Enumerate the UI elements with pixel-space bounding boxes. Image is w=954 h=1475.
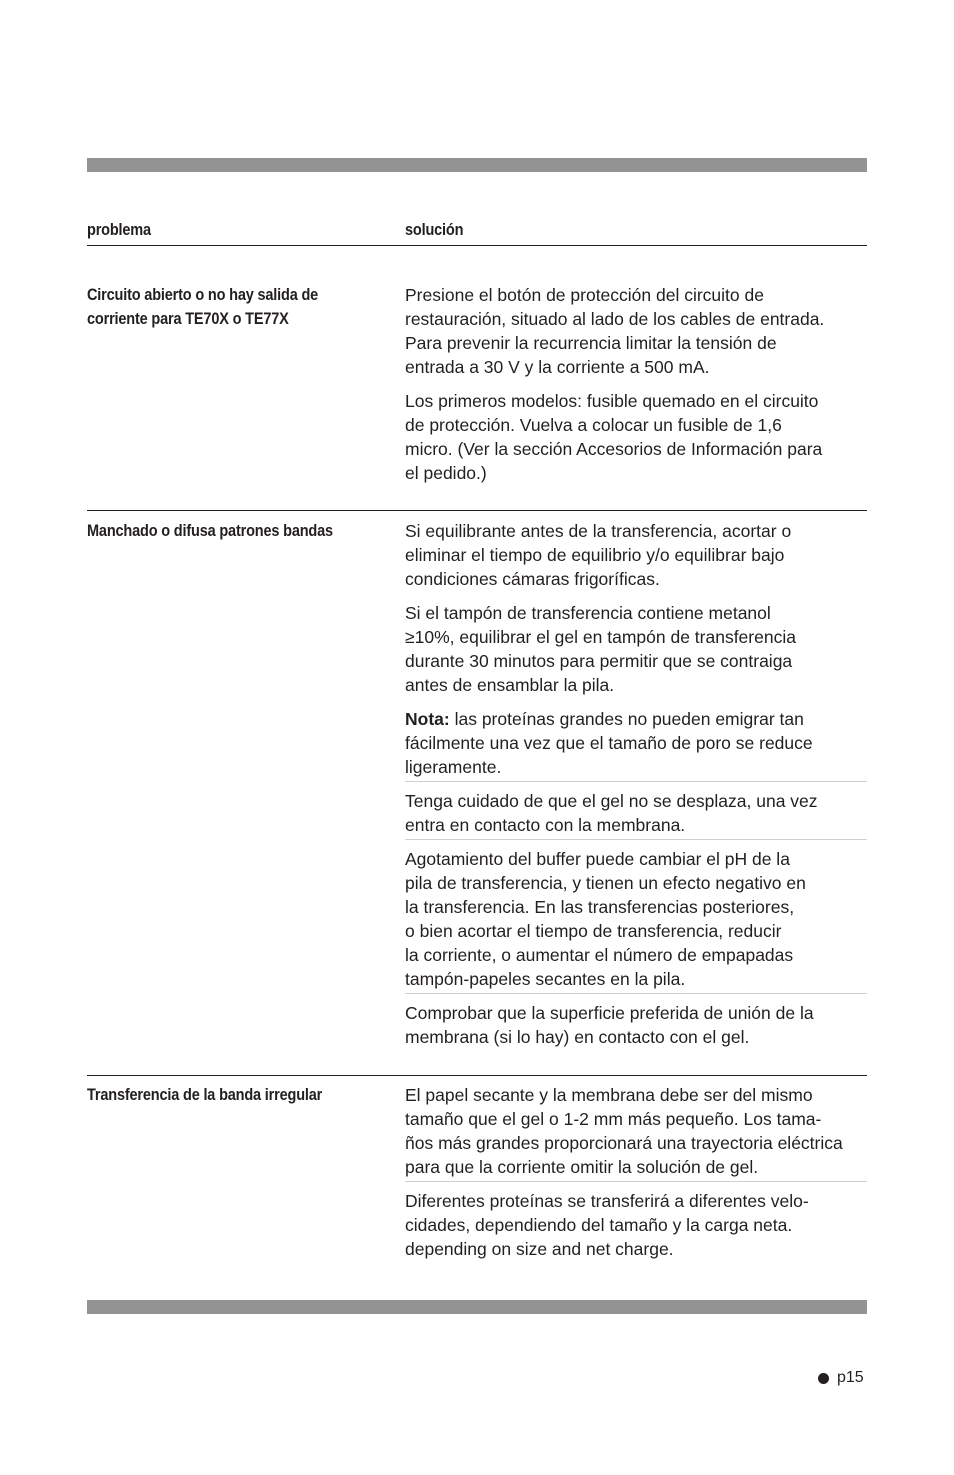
- solution-separator: [405, 839, 867, 840]
- note-text: las proteínas grandes no pueden emigrar tan fácilmente una vez que el tamaño de poro se reduce ligeramente.: [405, 709, 813, 777]
- solution-text: Si el tampón de transferencia contiene metanol ≥10%, equilibrar el gel en tampón de transferencia durante 30 minutos para permitir que se contraiga antes de ensamblar la pila.: [405, 603, 796, 695]
- column-header-solution: solución: [405, 221, 464, 239]
- solution-separator: [405, 781, 867, 782]
- solution-text: Los primeros modelos: fusible quemado en el circuito de protección. Vuelva a colocar un fusible de 1,6 micro. (Ver la sección Accesorios de Información para el pedido.): [405, 391, 823, 483]
- solution-separator: [405, 993, 867, 994]
- page-number: p15: [837, 1369, 864, 1386]
- solution-text: Diferentes proteínas se transferirá a diferentes velo- cidades, dependiendo del tamaño y la carga neta. depending on size and net charge.: [405, 1191, 809, 1259]
- row-divider: [87, 1075, 867, 1076]
- solution-text: Si equilibrante antes de la transferencia, acortar o eliminar el tiempo de equilibrio y/o equilibrar bajo condiciones cámaras frigoríficas.: [405, 521, 792, 589]
- bottom-decorative-bar: [87, 1300, 867, 1314]
- solution-separator: [405, 1181, 867, 1182]
- solution-note: [405, 707, 875, 779]
- solution-text: Presione el botón de protección del circuito de restauración, situado al lado de los cables de entrada. Para prevenir la recurrencia limitar la tensión de entrada a 30 V y la corriente a 500 mA.: [405, 285, 825, 377]
- column-header-problem: problema: [87, 221, 151, 239]
- row-divider: [87, 510, 867, 511]
- bullet-icon: [818, 1373, 829, 1384]
- solution-text: El papel secante y la membrana debe ser del mismo tamaño que el gel o 1-2 mm más pequeño. Los tama- ños más grandes proporcionará una trayectoria eléctrica para que la corriente omitir la solución de gel.: [405, 1085, 843, 1177]
- solution-text: Agotamiento del buffer puede cambiar el pH de la pila de transferencia, y tienen un efecto negativo en la transferencia. En las transferencias posteriores, o bien acortar el tiempo de transferencia, reducir la corriente, o aumentar el número de empapadas tampón-papeles secantes en la pila.: [405, 849, 806, 989]
- page-footer: [818, 1369, 864, 1387]
- problem-irregular-transfer: Transferencia de la banda irregular: [87, 1086, 323, 1104]
- top-decorative-bar: [87, 158, 867, 172]
- header-rule: [87, 245, 867, 246]
- note-label: Nota:: [405, 709, 450, 729]
- problem-open-circuit: Circuito abierto o no hay salida de corriente para TE70X o TE77X: [87, 286, 319, 328]
- solution-text: Comprobar que la superficie preferida de unión de la membrana (si lo hay) en contacto con el gel.: [405, 1003, 814, 1047]
- solution-text: Tenga cuidado de que el gel no se desplaza, una vez entra en contacto con la membrana.: [405, 791, 818, 835]
- problem-smeared-bands: Manchado o difusa patrones bandas: [87, 522, 333, 540]
